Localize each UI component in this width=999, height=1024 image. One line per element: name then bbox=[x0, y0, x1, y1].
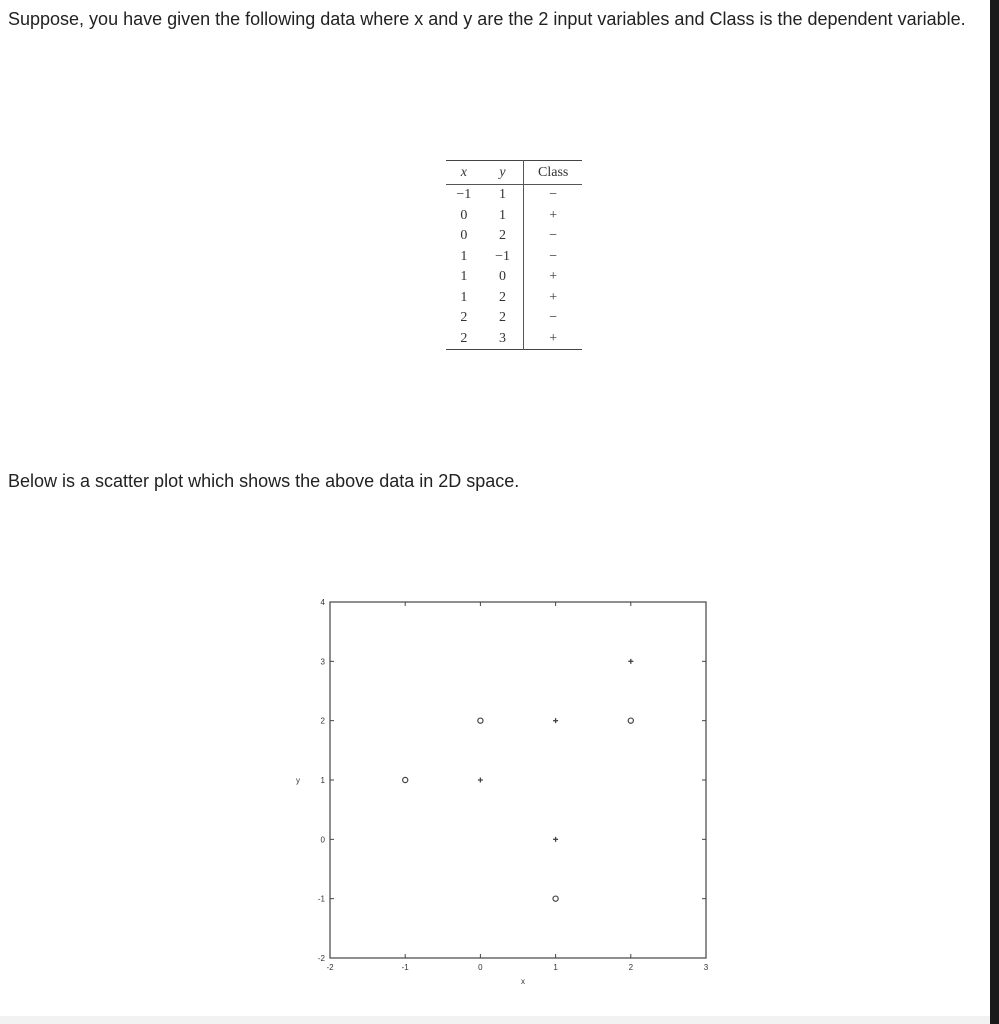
cell-class: − bbox=[524, 308, 582, 329]
x-tick-label: 3 bbox=[703, 963, 709, 972]
y-tick-label: 1 bbox=[320, 776, 325, 785]
x-tick-label: -1 bbox=[401, 963, 409, 972]
cell-y: 2 bbox=[499, 310, 507, 326]
x-tick-label: 1 bbox=[553, 963, 558, 972]
plot-frame bbox=[330, 602, 706, 958]
x-axis-label: x bbox=[521, 977, 525, 986]
cell-x: 0 bbox=[460, 228, 468, 244]
cell-class: + bbox=[524, 267, 582, 288]
point-plus-marker bbox=[553, 718, 558, 723]
cell-y: −1 bbox=[495, 248, 510, 264]
cell-x: 0 bbox=[460, 207, 468, 223]
plot-intro-paragraph: Below is a scatter plot which shows the above data in 2D space. bbox=[8, 471, 520, 491]
cell-y: 0 bbox=[499, 269, 507, 285]
window-edge bbox=[990, 0, 999, 1024]
cell-class: + bbox=[524, 288, 582, 309]
y-tick-label: 0 bbox=[320, 835, 325, 845]
cell-x: 1 bbox=[460, 248, 468, 264]
point-circle-marker bbox=[628, 718, 633, 723]
y-tick-label: 3 bbox=[320, 657, 325, 667]
cell-class: − bbox=[524, 185, 582, 206]
header-y: y bbox=[482, 161, 524, 185]
x-tick-label: 0 bbox=[478, 963, 483, 972]
y-axis-label: y bbox=[296, 776, 300, 785]
cell-x: 1 bbox=[460, 269, 468, 285]
cell-x: 2 bbox=[460, 330, 468, 346]
x-tick-label: 2 bbox=[628, 963, 634, 972]
cell-y: 3 bbox=[499, 330, 507, 346]
header-class: Class bbox=[524, 161, 582, 185]
point-circle-marker bbox=[403, 777, 408, 782]
header-x: x bbox=[446, 161, 482, 185]
point-circle-marker bbox=[478, 718, 483, 723]
y-tick-label: 2 bbox=[320, 716, 325, 726]
cell-y: 2 bbox=[499, 289, 507, 305]
cell-y: 1 bbox=[499, 187, 507, 203]
cell-x: −1 bbox=[456, 187, 472, 203]
x-tick-label: -2 bbox=[326, 963, 334, 972]
cell-x: 1 bbox=[460, 289, 468, 305]
cell-class: − bbox=[524, 226, 582, 247]
point-plus-marker bbox=[478, 778, 483, 783]
y-tick-label: 4 bbox=[320, 598, 325, 607]
y-tick-label: -1 bbox=[317, 894, 325, 904]
intro-paragraph: Suppose, you have given the following data where x and y are the 2 input variables and Class is the dependent variable. bbox=[8, 9, 966, 29]
y-tick-label: -2 bbox=[317, 954, 325, 963]
point-circle-marker bbox=[553, 896, 558, 901]
cell-y: 2 bbox=[499, 228, 507, 244]
cell-class: − bbox=[524, 247, 582, 268]
point-plus-marker bbox=[628, 659, 633, 664]
point-plus-marker bbox=[553, 837, 558, 842]
cell-class: + bbox=[524, 329, 582, 350]
cell-y: 1 bbox=[499, 207, 507, 223]
bottom-strip bbox=[0, 1016, 990, 1024]
cell-class: + bbox=[524, 206, 582, 227]
cell-x: 2 bbox=[460, 310, 468, 326]
